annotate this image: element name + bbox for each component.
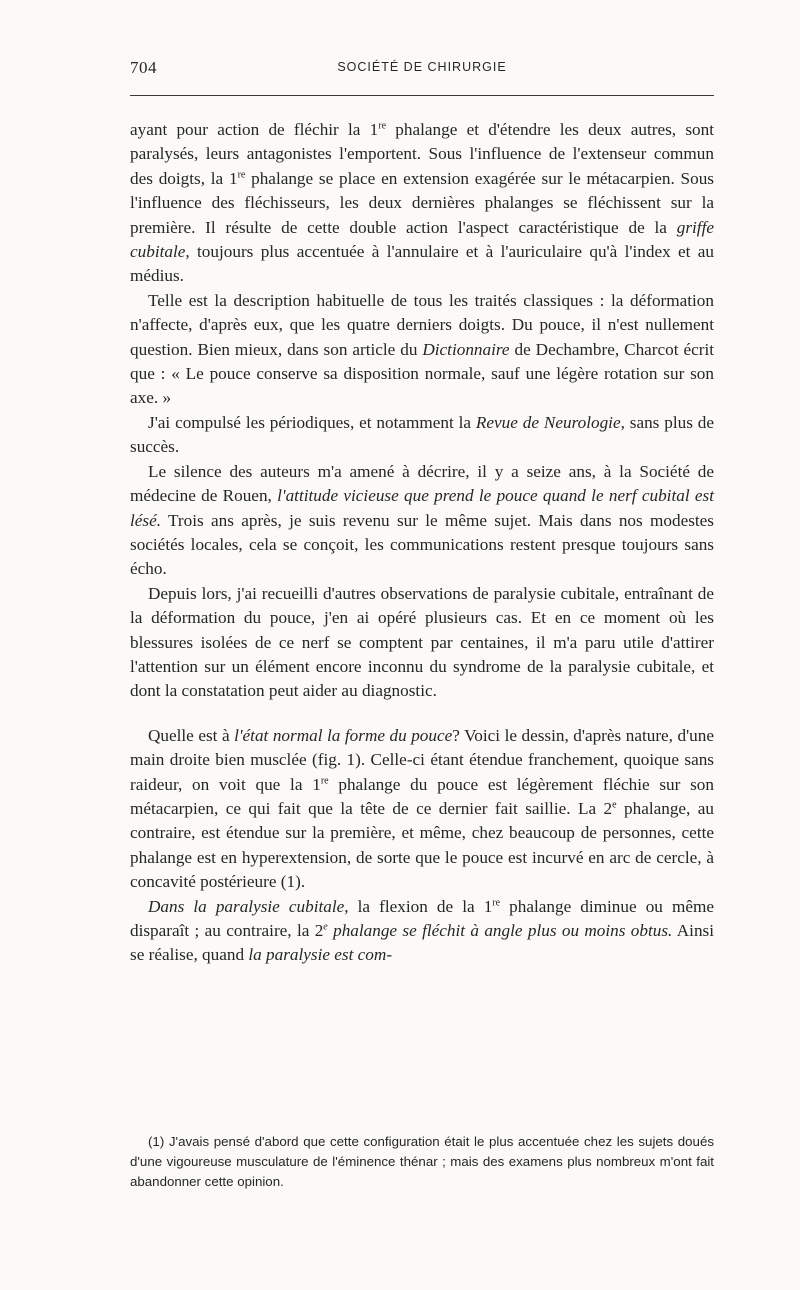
paragraph [130,289,714,411]
italic-text: Dans la paralysie cubitale [148,896,345,916]
text-segment: , sans plus de succès. [130,412,714,457]
text-segment: phalange se place en extension exagérée sur le métacarpien. Sous l'influence des fléchisseurs, les deux dernières phalanges se fléchissent sur la première. Il résulte de cette double action l'aspect caractéristique de la [130,168,714,237]
book-page [130,58,715,1190]
italic-text: griffe cubitale [130,217,714,262]
paragraph [130,724,714,895]
italic-text: l'état normal la forme du pouce [234,725,453,745]
text-segment: ? Voici le dessin, d'après nature, d'une main droite bien musclée (fig. 1). Celle-ci étant étendue franchement, quoique sans raideur, on voit que la 1 [130,725,714,794]
text-segment: , la flexion de la 1 [344,896,493,916]
text-segment: phalange et d'étendre les deux autres, sont paralysés, leurs antagonistes l'emportent. Sous l'influence de l'extenseur commun des doigts, la 1 [130,120,714,188]
running-head: SOCIÉTÉ DE CHIRURGIE [337,60,507,74]
footnote [130,1132,714,1193]
text-segment: Depuis lors, j'ai recueilli d'autres observations de paralysie cubitale, entraînant de la déformation du pouce, j'en ai opéré plusieurs cas. Et en ce moment où les blessures isolées de ce nerf se comptent par centaines, il m'a paru utile d'attirer l'attention sur un élément encore inconnu du syndrome de la paralysie cubitale, et dont la constatation peut aider au diagnostic. [130,583,714,701]
text-segment: Trois ans après, je suis revenu sur le même sujet. Mais dans nos modestes sociétés locales, cela se conçoit, les communications restent presque toujours sans écho. [130,510,714,579]
page-number: 704 [130,58,157,77]
text-segment: Le silence des auteurs m'a amené à décrire, il y a seize ans, à la Société de médecine de Rouen, [130,461,714,506]
italic-text: phalange se fléchit à angle plus ou moins obtus. [327,921,673,940]
body-text [130,118,714,968]
italic-text: la paralysie est com- [248,945,393,965]
text-segment: phalange diminue ou même disparaît ; au contraire, la 2 [130,896,714,940]
text-segment: Quelle est à [148,725,235,745]
paragraph [130,460,714,582]
italic-text: l'attitude vicieuse que prend le pouce quand le nerf cubital est lésé. [130,486,714,530]
paragraph [130,895,714,968]
superscript: re [320,774,329,786]
paragraph [130,411,714,460]
text-segment: de Dechambre, Charcot écrit que : « Le pouce conserve sa disposition normale, sauf une légère rotation sur son axe. » [130,339,714,408]
italic-text: Revue de Neurologie [475,412,621,432]
text-segment: Telle est la description habituelle de tous les traités classiques : la déformation n'affecte, d'après eux, que les quatre derniers doigts. Du pouce, il n'est nullement question. Bien mieux, dans son article du [130,290,714,359]
footnote-text: (1) J'avais pensé d'abord que cette configuration était le plus accentuée chez les sujets doués d'une vigoureuse musculature de l'éminence thénar ; mais des examens plus nombreux m'ont fait abandonner cette opinion. [130,1134,714,1190]
header-rule [130,95,714,96]
text-segment: ayant pour action de fléchir la 1 [130,120,379,139]
text-segment: phalange du pouce est légèrement fléchie sur son métacarpien, ce qui fait que la tête de ce dernier fait saillie. La 2 [130,774,714,818]
superscript: re [492,896,501,908]
superscript: e [323,921,328,933]
text-segment: , toujours plus accentuée à l'annulaire et à l'auriculaire qu'à l'index et au médius. [130,242,714,286]
italic-text: Dictionnaire [422,339,510,359]
superscript: e [612,799,617,811]
text-segment: J'ai compulsé les périodiques, et notamment la [148,412,476,432]
paragraph [130,118,714,289]
superscript: re [378,120,387,132]
superscript: re [237,169,246,181]
text-segment: Ainsi se réalise, quand [130,921,715,965]
text-segment: phalange, au contraire, est étendue sur la première, et même, chez beaucoup de personnes, cette phalange est en hyperextension, de sorte que le pouce est incurvé en arc de cercle, à concavité postérieure (1). [130,798,714,892]
page-header [130,58,714,86]
paragraph [130,582,714,704]
